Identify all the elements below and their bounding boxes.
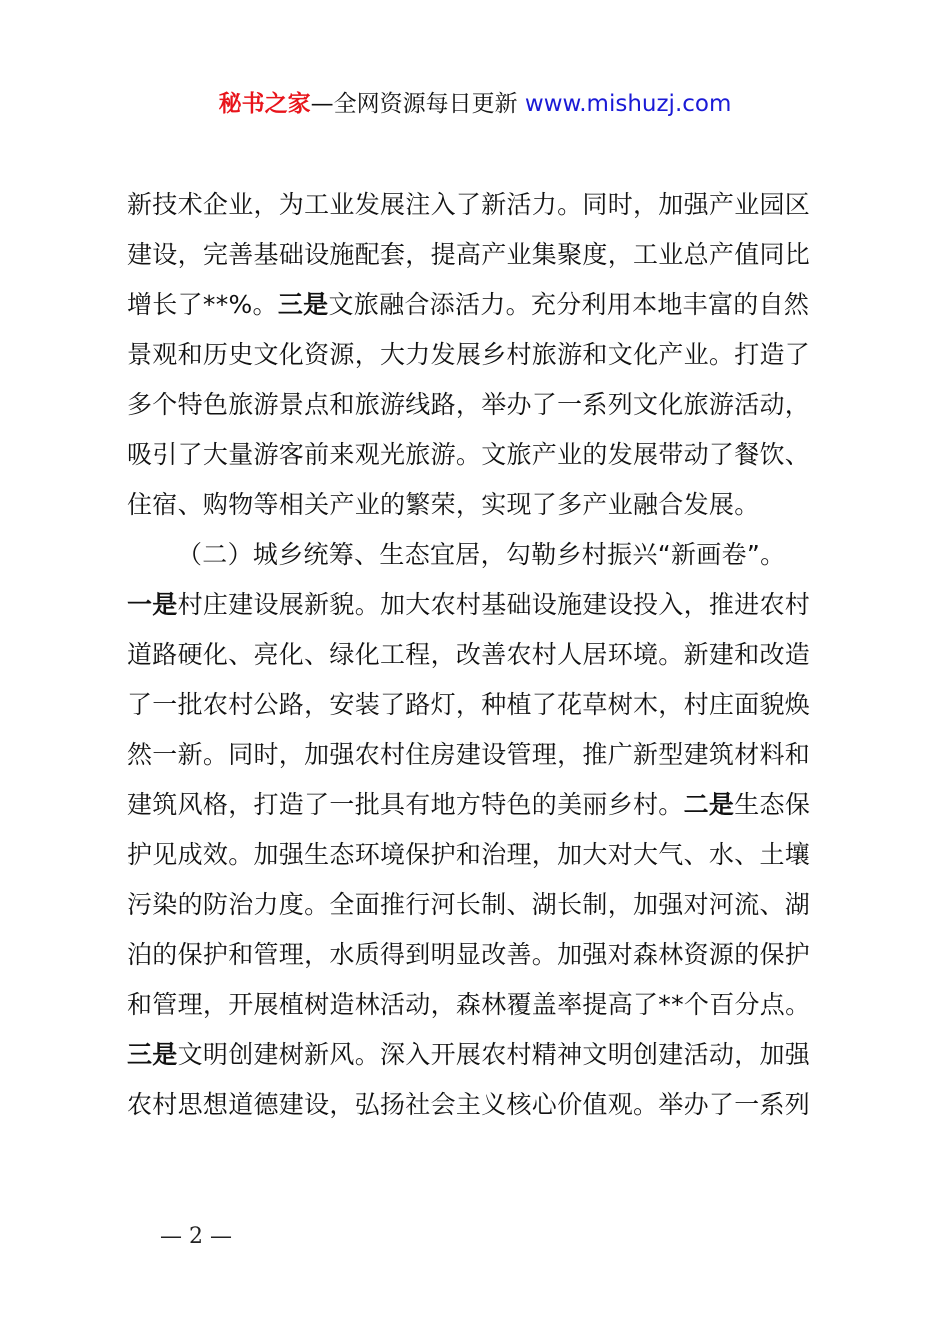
text-run: 文明创建树新风。深入开展农村精神文明创建活动，加强 (177, 1040, 811, 1069)
text-run: 文旅融合添活力。充分利用本地丰富的自然 (328, 290, 810, 319)
text-line (127, 280, 832, 330)
text-line: 建设，完善基础设施配套，提高产业集聚度，工业总产值同比 (127, 240, 811, 269)
bold-marker: 三是 (127, 1040, 178, 1069)
text-run: 增长了**%。 (127, 290, 278, 319)
page-number: — 2 — (160, 1224, 232, 1249)
text-line (127, 1030, 832, 1080)
text-line: 农村思想道德建设，弘扬社会主义核心价值观。举办了一系列 (127, 1090, 811, 1119)
site-header (0, 88, 950, 120)
document-body (127, 180, 832, 1130)
header-tagline: —全网资源每日更新 (310, 91, 525, 117)
bold-marker: 三是 (277, 290, 329, 319)
text-line: 新技术企业，为工业发展注入了新活力。同时，加强产业园区 (127, 190, 811, 219)
text-line (127, 580, 832, 630)
text-line: 污染的防治力度。全面推行河长制、湖长制，加强对河流、湖 (127, 890, 811, 919)
site-url-link[interactable]: www.mishuzj.com (524, 91, 732, 117)
text-line: 吸引了大量游客前来观光旅游。文旅产业的发展带动了餐饮、 (127, 440, 811, 469)
paragraph-rural-revitalization (127, 530, 832, 1130)
text-line: 泊的保护和管理，水质得到明显改善。加强对森林资源的保护 (127, 940, 811, 969)
text-line: 道路硬化、亮化、绿化工程，改善农村人居环境。新建和改造 (127, 640, 811, 669)
section-heading-line: （二）城乡统筹、生态宜居，勾勒乡村振兴“新画卷”。 (177, 540, 786, 569)
text-line: 护见成效。加强生态环境保护和治理，加大对大气、水、土壤 (127, 840, 811, 869)
text-run: 生态保 (734, 790, 811, 819)
text-run: 建筑风格，打造了一批具有地方特色的美丽乡村。 (127, 790, 684, 819)
bold-marker: 二是 (683, 790, 735, 819)
text-line: 了一批农村公路，安装了路灯，种植了花草树木，村庄面貌焕 (127, 690, 811, 719)
text-line: 和管理，开展植树造林活动，森林覆盖率提高了**个百分点。 (127, 990, 811, 1019)
text-line: 然一新。同时，加强农村住房建设管理，推广新型建筑材料和 (127, 740, 811, 769)
text-line: 住宿、购物等相关产业的繁荣，实现了多产业融合发展。 (127, 490, 760, 519)
text-run: 村庄建设展新貌。加大农村基础设施建设投入，推进农村 (177, 590, 811, 619)
text-line (127, 780, 832, 830)
text-line: 多个特色旅游景点和旅游线路，举办了一系列文化旅游活动， (127, 390, 811, 419)
text-line: 景观和历史文化资源，大力发展乡村旅游和文化产业。打造了 (127, 340, 811, 369)
bold-marker: 一是 (127, 590, 178, 619)
paragraph-industry (127, 180, 832, 530)
brand-name: 秘书之家 (218, 91, 311, 117)
